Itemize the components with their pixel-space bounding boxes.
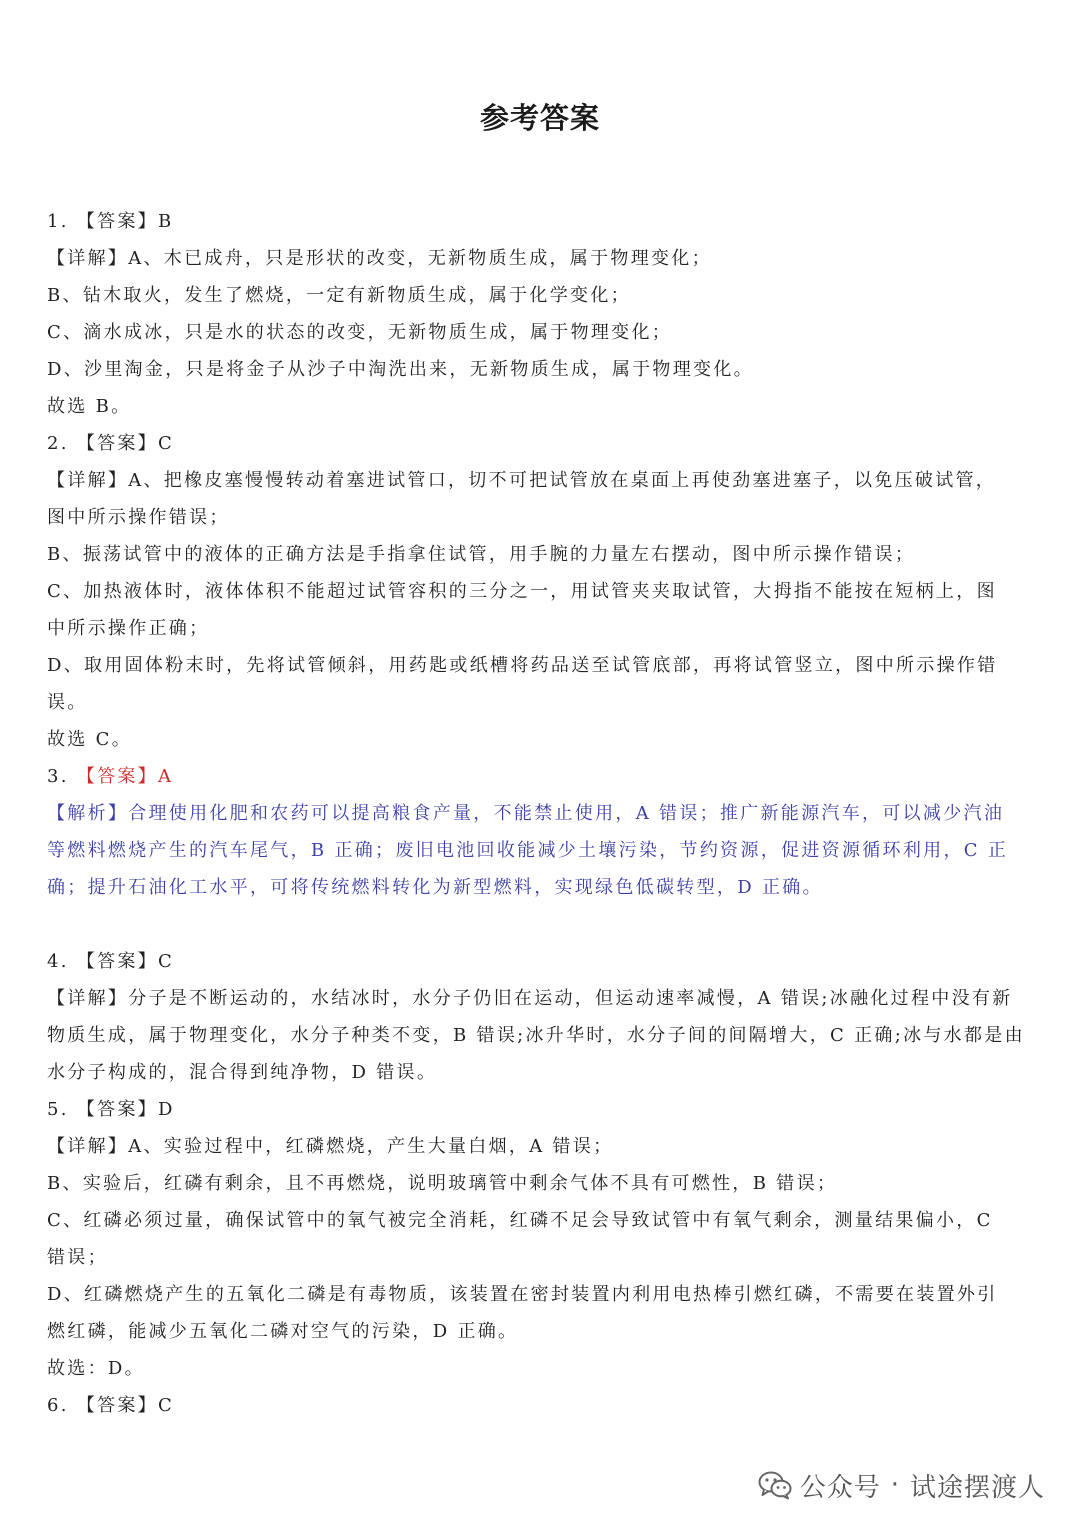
question-number: 5. — [47, 1099, 69, 1120]
explanation-line: C、红磷必须过量，确保试管中的氧气被完全消耗，红磷不足会导致试管中有氧气剩余，测量结果偏小，C — [47, 1210, 993, 1231]
explanation-line: 图中所示操作错误； — [47, 507, 230, 528]
question-number: 3. — [47, 766, 69, 787]
answer-label: 【答案】D — [76, 1099, 175, 1120]
explanation-line: C、加热液体时，液体体积不能超过试管容积的三分之一，用试管夹夹取试管，大拇指不能按在短柄上，图 — [47, 581, 997, 602]
explanation-line: 故选 B。 — [47, 396, 132, 417]
watermark-account: 试途摆渡人 — [909, 1472, 1045, 1503]
explanation-line: D、沙里淘金，只是将金子从沙子中淘洗出来，无新物质生成，属于物理变化。 — [47, 359, 754, 380]
answer-item — [47, 1091, 1047, 1387]
answer-heading — [47, 758, 1047, 795]
answer-item — [47, 425, 1047, 758]
wechat-icon — [758, 1470, 792, 1500]
explanation-line: 中所示操作正确； — [47, 618, 210, 639]
answer-item — [47, 758, 1047, 906]
watermark — [758, 1466, 1045, 1504]
answer-heading — [47, 1387, 1047, 1424]
answer-list — [47, 203, 1047, 1424]
answer-item — [47, 943, 1047, 1091]
answer-label: 【答案】C — [76, 1395, 175, 1416]
answer-item — [47, 1387, 1047, 1424]
explanation-line: 故选：D。 — [47, 1358, 145, 1379]
explanation-line: 等燃料燃烧产生的汽车尾气，B 正确；废旧电池回收能减少土壤污染，节约资源，促进资源循环利用，C 正 — [47, 840, 1009, 861]
explanation-line: B、实验后，红磷有剩余，且不再燃烧，说明玻璃管中剩余气体不具有可燃性，B 错误； — [47, 1173, 838, 1194]
explanation-line: 【详解】A、木已成舟，只是形状的改变，无新物质生成，属于物理变化； — [47, 248, 712, 269]
question-number: 6. — [47, 1395, 69, 1416]
explanation-line: 错误； — [47, 1247, 108, 1268]
explanation-line: 燃红磷，能减少五氧化二磷对空气的污染，D 正确。 — [47, 1321, 519, 1342]
explanation-line: 误。 — [47, 692, 88, 713]
answer-label: 【答案】A — [76, 766, 174, 787]
explanation-line: D、红磷燃烧产生的五氧化二磷是有毒物质，该装置在密封装置内利用电热棒引燃红磷，不需要在装置外引 — [47, 1284, 998, 1305]
answer-label: 【答案】C — [76, 951, 175, 972]
explanation-line: 【详解】A、把橡皮塞慢慢转动着塞进试管口，切不可把试管放在桌面上再使劲塞进塞子，以免压破试管， — [47, 470, 997, 491]
watermark-platform: 公众号 — [799, 1472, 881, 1503]
answer-heading — [47, 943, 1047, 980]
answer-label: 【答案】C — [76, 433, 175, 454]
watermark-separator: · — [890, 1470, 900, 1500]
explanation-line: 故选 C。 — [47, 729, 132, 750]
explanation-line: 物质生成，属于物理变化，水分子种类不变，B 错误;冰升华时，水分子间的间隔增大，C 正确;冰与水都是由 — [47, 1025, 1025, 1046]
explanation-line: B、振荡试管中的液体的正确方法是手指拿住试管，用手腕的力量左右摆动，图中所示操作错误； — [47, 544, 916, 565]
question-number: 4. — [47, 951, 69, 972]
explanation-line: B、钻木取火，发生了燃烧，一定有新物质生成，属于化学变化； — [47, 285, 631, 306]
answer-label: 【答案】B — [76, 211, 174, 232]
explanation-line: 【解析】合理使用化肥和农药可以提高粮食产量，不能禁止使用，A 错误；推广新能源汽车，可以减少汽油 — [47, 803, 1005, 824]
explanation-line: 【详解】A、实验过程中，红磷燃烧，产生大量白烟，A 错误； — [47, 1136, 614, 1157]
answer-heading — [47, 1091, 1047, 1128]
explanation-line: D、取用固体粉末时，先将试管倾斜，用药匙或纸槽将药品送至试管底部，再将试管竖立，图中所示操作错 — [47, 655, 998, 676]
explanation-line: 水分子构成的，混合得到纯净物，D 错误。 — [47, 1062, 438, 1083]
question-number: 1. — [47, 211, 69, 232]
answer-heading — [47, 425, 1047, 462]
explanation-line: C、滴水成冰，只是水的状态的改变，无新物质生成，属于物理变化； — [47, 322, 673, 343]
explanation-line: 【详解】分子是不断运动的，水结冰时，水分子仍旧在运动，但运动速率减慢，A 错误;冰融化过程中没有新 — [47, 988, 1013, 1009]
question-number: 2. — [47, 433, 69, 454]
page-title: 参考答案 — [479, 101, 600, 135]
answer-heading — [47, 203, 1047, 240]
explanation-line: 确；提升石油化工水平，可将传统燃料转化为新型燃料，实现绿色低碳转型，D 正确。 — [47, 877, 823, 898]
answer-item — [47, 203, 1047, 425]
